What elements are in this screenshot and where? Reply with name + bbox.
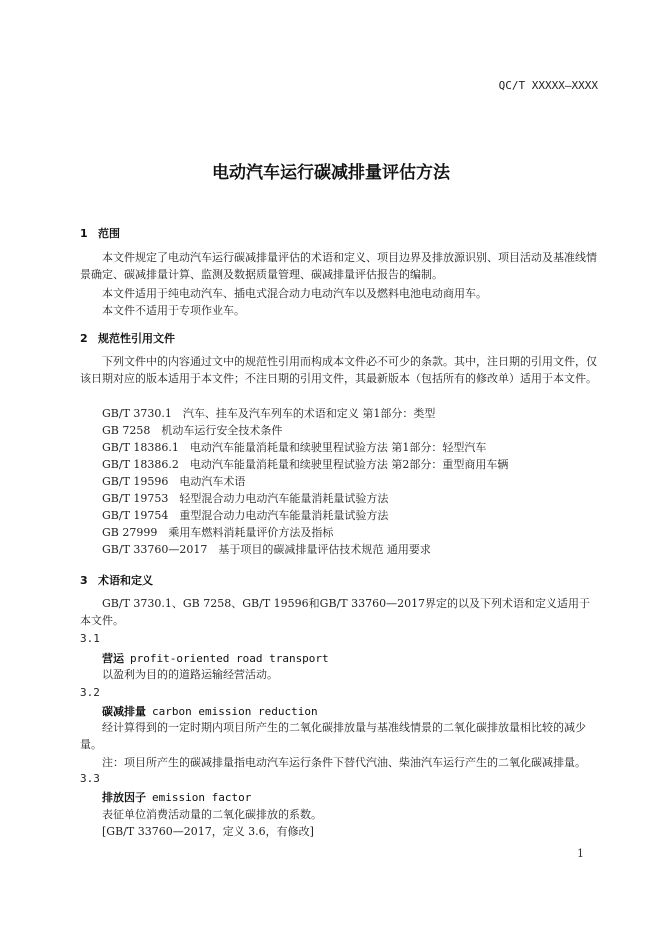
term-source: [GB/T 33760—2017，定义 3.6，有修改] [102, 825, 314, 838]
term-number: 3.2 [80, 686, 100, 699]
section-heading-3 [80, 572, 153, 588]
section-title: 规范性引用文件 [98, 332, 175, 345]
scope-paragraph-3: 本文件不适用于专项作业车。 [102, 304, 245, 317]
reference-item: GB/T 3730.1 汽车、挂车及汽车列车的术语和定义 第1部分：类型 [102, 407, 436, 420]
term-name-line [102, 650, 329, 666]
section-title: 术语和定义 [98, 574, 153, 587]
term-name-cn: 碳减排量 [102, 705, 146, 718]
term-number: 3.1 [80, 632, 100, 645]
term-name-cn: 排放因子 [102, 791, 146, 804]
reference-item: GB 7258 机动车运行安全技术条件 [102, 424, 283, 437]
term-name-en: emission factor [152, 791, 252, 804]
reference-item: GB/T 33760—2017 基于项目的碳减排量评估技术规范 通用要求 [102, 543, 431, 556]
term-definition: 表征单位消费活动量的二氧化碳排放的系数。 [102, 808, 322, 821]
reference-item: GB/T 19754 重型混合动力电动汽车能量消耗量试验方法 [102, 509, 389, 522]
section-number: 3 [80, 574, 88, 587]
references-intro: 下列文件中的内容通过文中的规范性引用而构成本文件必不可少的条款。其中，注日期的引用文件，仅该日期对应的版本适用于本文件；不注日期的引用文件，其最新版本（包括所有的修改单）适用于本文件。 [80, 355, 597, 385]
term-definition: 经计算得到的一定时期内项目所产生的二氧化碳排放量与基准线情景的二氧化碳排放量相比较的减少量。 [80, 721, 586, 751]
section-heading-1 [80, 225, 120, 241]
term-note: 注：项目所产生的碳减排量指电动汽车运行条件下替代汽油、柴油汽车运行产生的二氧化碳减排量。 [102, 756, 586, 769]
term-name-en: profit-oriented road transport [130, 652, 329, 665]
section-title: 范围 [98, 227, 120, 240]
reference-item: GB/T 19596 电动汽车术语 [102, 475, 246, 488]
reference-item: GB/T 18386.2 电动汽车能量消耗量和续驶里程试验方法 第2部分：重型商用车辆 [102, 458, 509, 471]
term-name-en: carbon emission reduction [152, 705, 318, 718]
document-title: 电动汽车运行碳减排量评估方法 [212, 163, 450, 183]
section-number: 2 [80, 332, 88, 345]
page-number: 1 [577, 847, 584, 860]
reference-item: GB/T 19753 轻型混合动力电动汽车能量消耗量试验方法 [102, 492, 389, 505]
section-number: 1 [80, 227, 88, 240]
term-name-line [102, 703, 318, 719]
term-name-cn: 营运 [102, 652, 124, 665]
term-name-line [102, 789, 251, 805]
term-number: 3.3 [80, 772, 100, 785]
doc-code: QC/T XXXXX—XXXX [498, 79, 598, 92]
term-definition: 以盈利为目的的道路运输经营活动。 [102, 668, 278, 681]
reference-item: GB/T 18386.1 电动汽车能量消耗量和续驶里程试验方法 第1部分：轻型汽车 [102, 441, 487, 454]
section-heading-2 [80, 330, 175, 346]
scope-paragraph-1: 本文件规定了电动汽车运行碳减排量评估的术语和定义、项目边界及排放源识别、项目活动及基准线情景确定、碳减排量计算、监测及数据质量管理、碳减排量评估报告的编制。 [80, 251, 597, 281]
scope-paragraph-2: 本文件适用于纯电动汽车、插电式混合动力电动汽车以及燃料电池电动商用车。 [102, 287, 487, 300]
terms-intro: GB/T 3730.1、GB 7258、GB/T 19596和GB/T 33760—2017界定的以及下列术语和定义适用于本文件。 [80, 597, 591, 627]
reference-item: GB 27999 乘用车燃料消耗量评价方法及指标 [102, 526, 334, 539]
